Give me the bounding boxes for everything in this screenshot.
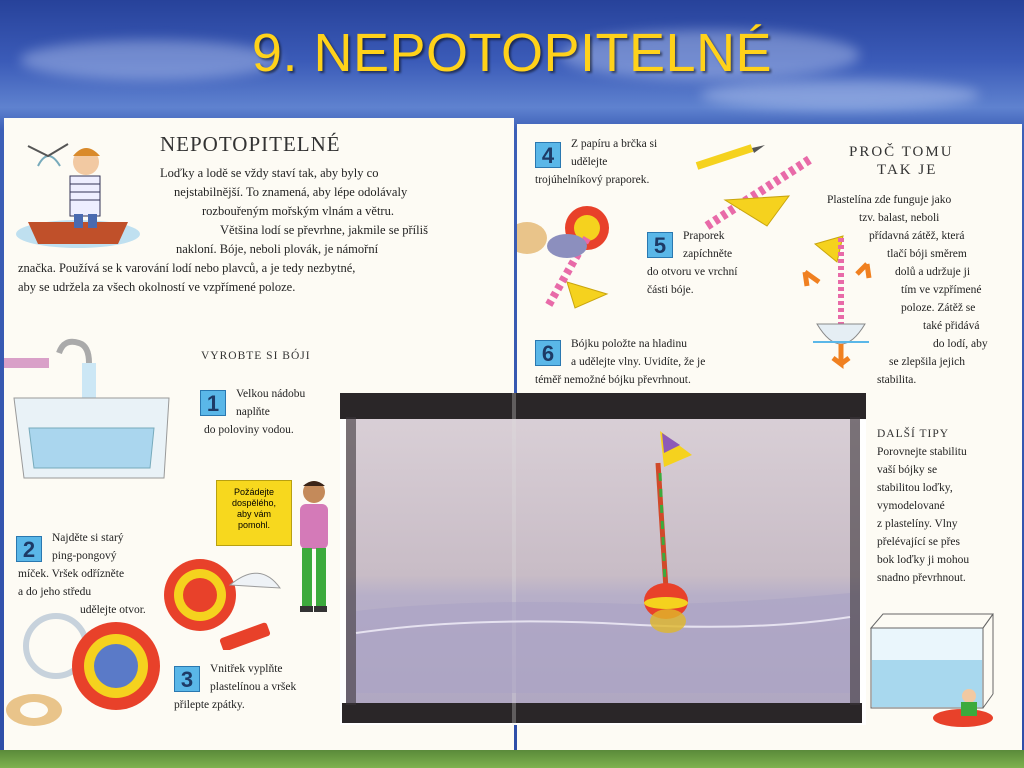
- sign-line: pomohl.: [237, 520, 271, 530]
- tips-line: vaší bójky se: [877, 464, 938, 476]
- help-sign: [216, 480, 292, 546]
- step1-line: Velkou nádobu: [236, 388, 306, 400]
- tape-roll-icon: [4, 690, 74, 730]
- why-line: tzv. balast, neboli: [859, 212, 940, 224]
- intro-line: značka. Používá se k varování lodí nebo plavců, a je tedy nezbytné,: [18, 261, 356, 275]
- step2-line: ping-pongový: [52, 550, 117, 562]
- why-line: se zlepšila jejich: [889, 356, 965, 368]
- left-heading: NEPOTOPITELNÉ: [160, 132, 341, 156]
- step3-line: Vnitřek vyplňte: [210, 663, 283, 675]
- intro-line: nakloní. Bóje, neboli plovák, je námořní: [176, 242, 379, 256]
- tips-heading: DALŠÍ TIPY: [877, 428, 950, 440]
- step2-line: udělejte otvor.: [80, 604, 146, 616]
- tips-line: Porovnejte stabilitu: [877, 446, 967, 458]
- cloud: [700, 80, 980, 110]
- step-number-5: 5: [647, 232, 673, 258]
- why-line: do lodí, aby: [933, 338, 988, 350]
- step-number-3: 3: [174, 666, 200, 692]
- step-number-4: 4: [535, 142, 561, 168]
- ballast-diagram-illustration: [797, 224, 877, 374]
- section-heading: VYROBTE SI BÓJI: [201, 350, 311, 362]
- intro-line: Loďky a lodě se vždy staví tak, aby byly co: [160, 166, 379, 180]
- why-line: tlačí bóji směrem: [887, 248, 967, 260]
- faucet-sink-illustration: [4, 338, 179, 488]
- sign-line: dospělého,: [231, 498, 277, 508]
- sign-line: aby vám: [236, 509, 271, 519]
- step2-line: a do jeho středu: [18, 586, 92, 598]
- step4-line: Z papíru a brčka si: [571, 138, 658, 150]
- tips-line: bok loďky ji mohou: [877, 554, 970, 566]
- step-number-2: 2: [16, 536, 42, 562]
- why-heading-line: TAK JE: [877, 162, 938, 178]
- step2-line: Najděte si starý: [52, 532, 124, 544]
- step2-line: míček. Vršek odřízněte: [18, 568, 125, 580]
- why-line: přídavná zátěž, která: [869, 230, 965, 242]
- slide-title: 9. NEPOTOPITELNÉ: [251, 23, 773, 83]
- why-line: stabilita.: [877, 374, 917, 386]
- step-number-1: 1: [200, 390, 226, 416]
- why-line: dolů a udržuje ji: [895, 266, 971, 278]
- straw-pencil-flag-illustration: [667, 136, 827, 236]
- intro-line: Většina lodí se převrhne, jakmile se příliš: [220, 223, 428, 237]
- step1-line: naplňte: [236, 406, 270, 418]
- why-line: Plastelína zde funguje jako: [827, 194, 952, 206]
- step4-line: trojúhelníkový praporek.: [535, 174, 650, 186]
- intro-line: aby se udržela za všech okolností ve vzpřímené poloze.: [18, 280, 296, 294]
- step5-line: části bóje.: [647, 284, 694, 296]
- aquarium-buoy-photo: [340, 393, 866, 725]
- step5-line: Praporek: [683, 230, 725, 242]
- small-tank-with-boat-illustration: [863, 608, 1003, 728]
- intro-line: rozbouřeným mořským vlnám a větru.: [202, 204, 394, 218]
- step-number-6: 6: [535, 340, 561, 366]
- step6-line: Bójku položte na hladinu: [571, 338, 687, 350]
- step6-line: a udělejte vlny. Uvidíte, že je: [571, 356, 706, 368]
- intro-line: nejstabilnější. To znamená, aby lépe odolávaly: [174, 185, 408, 199]
- why-heading-line: PROČ TOMU: [849, 144, 954, 160]
- step5-line: do otvoru ve vrchní: [647, 266, 738, 278]
- why-line: také přidává: [923, 320, 980, 332]
- step4-line: udělejte: [571, 156, 608, 168]
- buoy-with-straw-illustration: [517, 198, 637, 318]
- step1-line: do poloviny vodou.: [204, 424, 294, 436]
- grass-strip: [0, 750, 1024, 768]
- step3-line: přilepte zpátky.: [174, 699, 245, 711]
- tips-line: vymodelované: [877, 500, 945, 512]
- tips-line: z plastelíny. Vlny: [877, 518, 958, 530]
- step3-line: plastelínou a vršek: [210, 681, 297, 693]
- tips-line: přelévající se přes: [877, 536, 961, 548]
- step6-line: téměř nemožné bójku převrhnout.: [535, 374, 691, 386]
- ping-pong-ball-illustration: [160, 550, 340, 650]
- why-line: tím ve vzpřímené: [901, 284, 982, 296]
- aquarium-photo: [340, 393, 866, 725]
- tips-line: snadno převrhnout.: [877, 572, 966, 584]
- step5-line: zapíchněte: [683, 248, 733, 260]
- boy-in-boat-illustration: [8, 126, 158, 256]
- sign-line: Požádejte: [233, 487, 275, 497]
- why-line: poloze. Zátěž se: [901, 302, 976, 314]
- tips-line: stabilitou loďky,: [877, 482, 953, 494]
